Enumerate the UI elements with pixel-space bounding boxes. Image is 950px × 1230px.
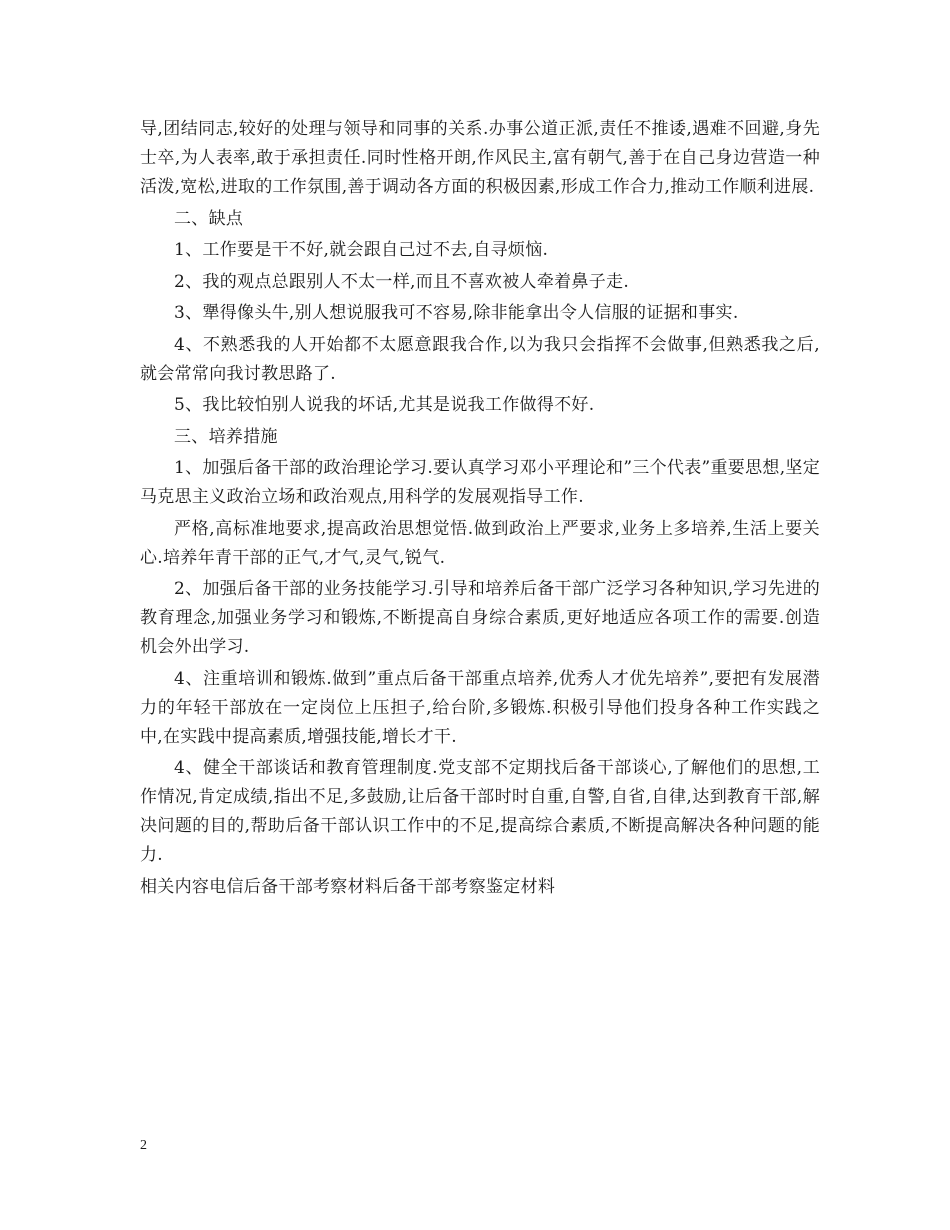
paragraph-strengths-continued: 导,团结同志,较好的处理与领导和同事的关系.办事公道正派,责任不推诿,遇难不回避,身先士卒,为人表率,敢于承担责任.同时性格开朗,作风民主,富有朝气,善于在自己身边营造一种活泼,宽松,进取的工作氛围,善于调动各方面的积极因素,形成工作合力,推动工作顺利进展. — [140, 119, 820, 197]
related-content-link[interactable]: 相关内容电信后备干部考察材料后备干部考察鉴定材料 — [140, 876, 556, 897]
measure-item-1: 1、加强后备干部的政治理论学习.要认真学习邓小平理论和”三个代表”重要思想,坚定马克思主义政治立场和政治观点,用科学的发展观指导工作. — [140, 458, 821, 507]
measure-item-management: 4、健全干部谈话和教育管理制度.党支部不定期找后备干部谈心,了解他们的思想,工作情况,肯定成绩,指出不足,多鼓励,让后备干部时时自重,自警,自省,自律,达到教育干部,解决问题的目的,帮助后备干部认识工作中的不足,提高综合素质,不断提高解决各种问题的能力. — [140, 758, 820, 865]
weakness-item-1: 1、工作要是干不好,就会跟自己过不去,自寻烦恼. — [174, 240, 549, 260]
document-body — [140, 115, 820, 904]
weakness-item-5: 5、我比较怕别人说我的坏话,尤其是说我工作做得不好. — [174, 395, 595, 415]
section-heading-measures: 三、培养措施 — [174, 426, 278, 447]
section-heading-weaknesses: 二、缺点 — [174, 208, 244, 229]
weakness-item-3: 3、犟得像头牛,别人想说服我可不容易,除非能拿出令人信服的证据和事实. — [174, 303, 739, 323]
measure-paragraph-requirements: 严格,高标准地要求,提高政治思想觉悟.做到政治上严要求,业务上多培养,生活上要关心.培养年青干部的正气,才气,灵气,锐气. — [140, 518, 820, 568]
measure-item-2: 2、加强后备干部的业务技能学习.引导和培养后备干部广泛学习各种知识,学习先进的教育理念,加强业务学习和锻炼,不断提高自身综合素质,更好地适应各项工作的需要.创造机会外出学习. — [140, 579, 820, 657]
weakness-item-4: 4、不熟悉我的人开始都不太愿意跟我合作,以为我只会指挥不会做事,但熟悉我之后,就会常常向我讨教思路了. — [140, 334, 820, 384]
measure-item-training: 4、注重培训和锻炼.做到”重点后备干部重点培养,优秀人才优先培养”,要把有发展潜力的年轻干部放在一定岗位上压担子,给台阶,多锻炼.积极引导他们投身各种工作实践之中,在实践中提高素质,增强技能,增长才干. — [140, 668, 820, 747]
weakness-item-2: 2、我的观点总跟别人不太一样,而且不喜欢被人牵着鼻子走. — [174, 271, 630, 292]
page-number: 2 — [140, 1138, 147, 1153]
